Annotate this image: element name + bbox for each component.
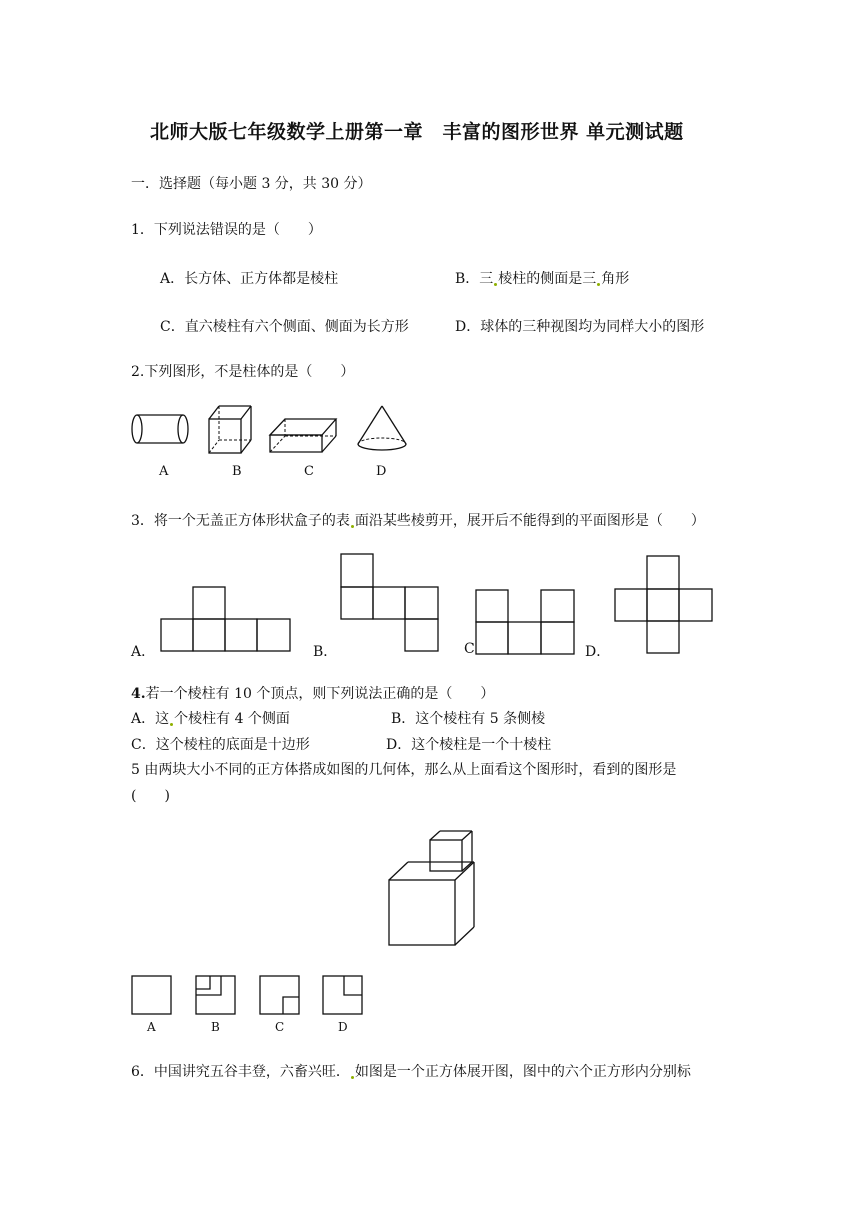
question-6-stem: 6．中国讲究五谷丰登，六畜兴旺． 如图是一个正方体展开图，图中的六个正方形内分别标	[131, 1064, 691, 1080]
question-4-option-a: A．这 个棱柱有 4 个侧面	[131, 711, 290, 727]
option-d-top-view	[323, 976, 362, 1014]
option-c-top-view	[260, 976, 299, 1014]
question-2-stem: 2.下列图形，不是柱体的是（ ）	[131, 364, 355, 380]
question-3-label-c: C	[464, 641, 475, 657]
question-2-label-d: D	[376, 464, 387, 479]
question-1-option-a: A．长方体、正方体都是棱柱	[160, 271, 339, 287]
question-5-stem: 5 由两块大小不同的正方体搭成如图的几何体，那么从上面看这个图形时，看到的图形是	[131, 762, 677, 778]
question-5-label-b: B	[211, 1020, 220, 1034]
question-4-option-c: C．这个棱柱的底面是十边形	[131, 737, 310, 753]
question-4-option-d: D．这个棱柱是一个十棱柱	[386, 737, 552, 753]
question-5-stem-bracket: ( )	[131, 788, 170, 804]
page-title: 北师大版七年级数学上册第一章 丰富的图形世界 单元测试题	[150, 121, 684, 143]
question-3-label-b: B．	[313, 644, 338, 660]
question-1-stem: 1．下列说法错误的是（ ）	[131, 222, 322, 238]
question-1-option-c: C．直六棱柱有六个侧面、侧面为长方形	[160, 319, 409, 335]
question-3-stem: 3．将一个无盖正方体形状盒子的表 面沿某些棱剪开，展开后不能得到的平面图形是（ ）	[131, 513, 705, 529]
question-2-label-b: B	[232, 464, 242, 479]
section-heading: 一．选择题（每小题 3 分，共 30 分）	[131, 176, 372, 192]
question-3-label-a: A．	[131, 644, 156, 660]
question-1-option-d: D．球体的三种视图均为同样大小的图形	[455, 319, 705, 335]
question-4-option-b: B．这个棱柱有 5 条侧棱	[391, 711, 546, 727]
question-3-label-d: D．	[585, 644, 611, 660]
question-2-label-a: A	[159, 464, 169, 479]
question-2-label-c: C	[304, 464, 314, 479]
question-5-label-a: A	[147, 1020, 156, 1034]
question-1-option-b: B．三 棱柱的侧面是三 角形	[455, 271, 630, 287]
mark-dot	[351, 1076, 354, 1079]
option-b-top-view	[196, 976, 235, 1014]
question-4-stem: 4.若一个棱柱有 10 个顶点，则下列说法正确的是（ ）	[131, 686, 495, 702]
option-a-top-view	[132, 976, 171, 1014]
question-5-label-c: C	[275, 1020, 285, 1034]
question-5-label-d: D	[338, 1020, 348, 1034]
